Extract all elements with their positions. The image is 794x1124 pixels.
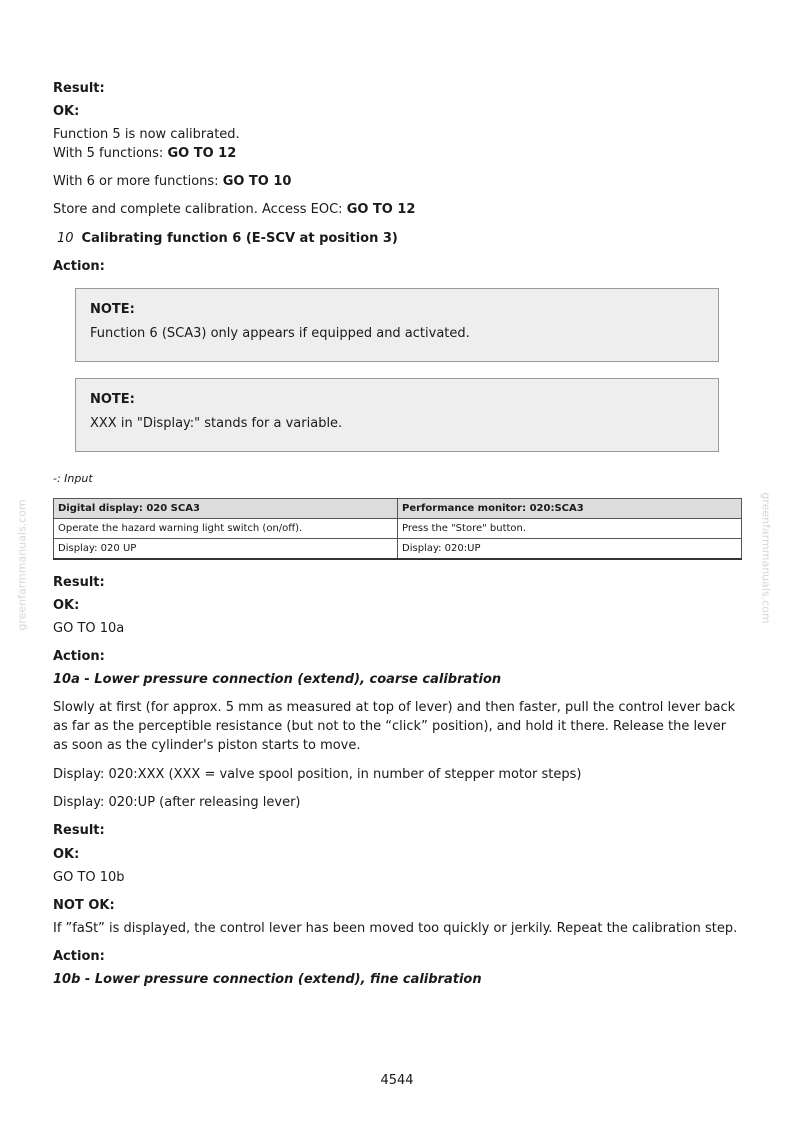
note-text: XXX in "Display:" stands for a variable.	[90, 416, 343, 431]
ok-line-store	[53, 200, 415, 219]
ok-label: OK:	[53, 598, 80, 613]
step-10-heading	[53, 229, 398, 248]
display-after-release: Display: 020:UP (after releasing lever)	[53, 795, 301, 810]
action-label: Action:	[53, 949, 105, 964]
result-label: Result:	[53, 823, 105, 838]
ok-label: OK:	[53, 847, 80, 862]
note-box-sca3	[75, 288, 719, 362]
result-label: Result:	[53, 81, 105, 96]
table-row	[54, 519, 742, 539]
table-cell: Digital display: 020 SCA3	[54, 499, 398, 519]
table-row	[54, 539, 742, 559]
text-store-complete: Store and complete calibration. Access EOC:	[53, 202, 347, 217]
text-5-functions: With 5 functions:	[53, 146, 168, 161]
note-label: NOTE:	[90, 392, 135, 407]
input-table	[53, 498, 742, 560]
not-ok-label: NOT OK:	[53, 898, 115, 913]
table-cell: Performance monitor: 020:SCA3	[398, 499, 742, 519]
watermark-left: greenfarmmanuals.com	[15, 499, 29, 631]
table-caption: -: Input	[53, 472, 93, 485]
ok-label: OK:	[53, 104, 80, 119]
goto-10b-text: GO TO 10b	[53, 870, 125, 885]
ok-line-5-functions	[53, 144, 236, 163]
step-10a-title: 10a - Lower pressure connection (extend), coarse calibration	[53, 672, 502, 687]
note-text: Function 6 (SCA3) only appears if equipped and activated.	[90, 326, 470, 341]
ok-line-calibrated: Function 5 is now calibrated.	[53, 127, 240, 142]
note-label: NOTE:	[90, 302, 135, 317]
result-label: Result:	[53, 575, 105, 590]
table-cell: Operate the hazard warning light switch (on/off).	[54, 519, 398, 539]
step-10b-title: 10b - Lower pressure connection (extend), fine calibration	[53, 972, 482, 987]
table-cell: Display: 020 UP	[54, 539, 398, 559]
display-spool-position: Display: 020:XXX (XXX = valve spool position, in number of stepper motor steps)	[53, 767, 582, 782]
step-10a-instruction: Slowly at first (for approx. 5 mm as measured at top of lever) and then faster, pull the control lever back as far as the perceptible resistance (but not to the “click” position), and hold it there. Release the lever as soon as the cylinder's piston starts to move.	[53, 700, 736, 753]
goto-10-link[interactable]: GO TO 10	[222, 174, 292, 189]
not-ok-text: If ”faSt” is displayed, the control lever has been moved too quickly or jerkily. Repeat the calibration step.	[53, 921, 738, 936]
note-box-variable	[75, 378, 719, 452]
ok-line-6-functions	[53, 172, 291, 191]
text-6-functions: With 6 or more functions:	[53, 174, 223, 189]
goto-10a-text: GO TO 10a	[53, 621, 125, 636]
table-header-row	[54, 499, 742, 519]
table-cell: Display: 020:UP	[398, 539, 742, 559]
action-label: Action:	[53, 649, 105, 664]
page-number: 4544	[380, 1073, 414, 1088]
action-label: Action:	[53, 259, 105, 274]
watermark-right: greenfarmmanuals.com	[759, 492, 773, 624]
step-10-title: Calibrating function 6 (E-SCV at position 3)	[81, 231, 398, 246]
goto-12-link[interactable]: GO TO 12	[167, 146, 237, 161]
goto-12-link-eoc[interactable]: GO TO 12	[346, 202, 416, 217]
step-10-number: 10	[57, 231, 74, 246]
table-cell: Press the "Store" button.	[398, 519, 742, 539]
